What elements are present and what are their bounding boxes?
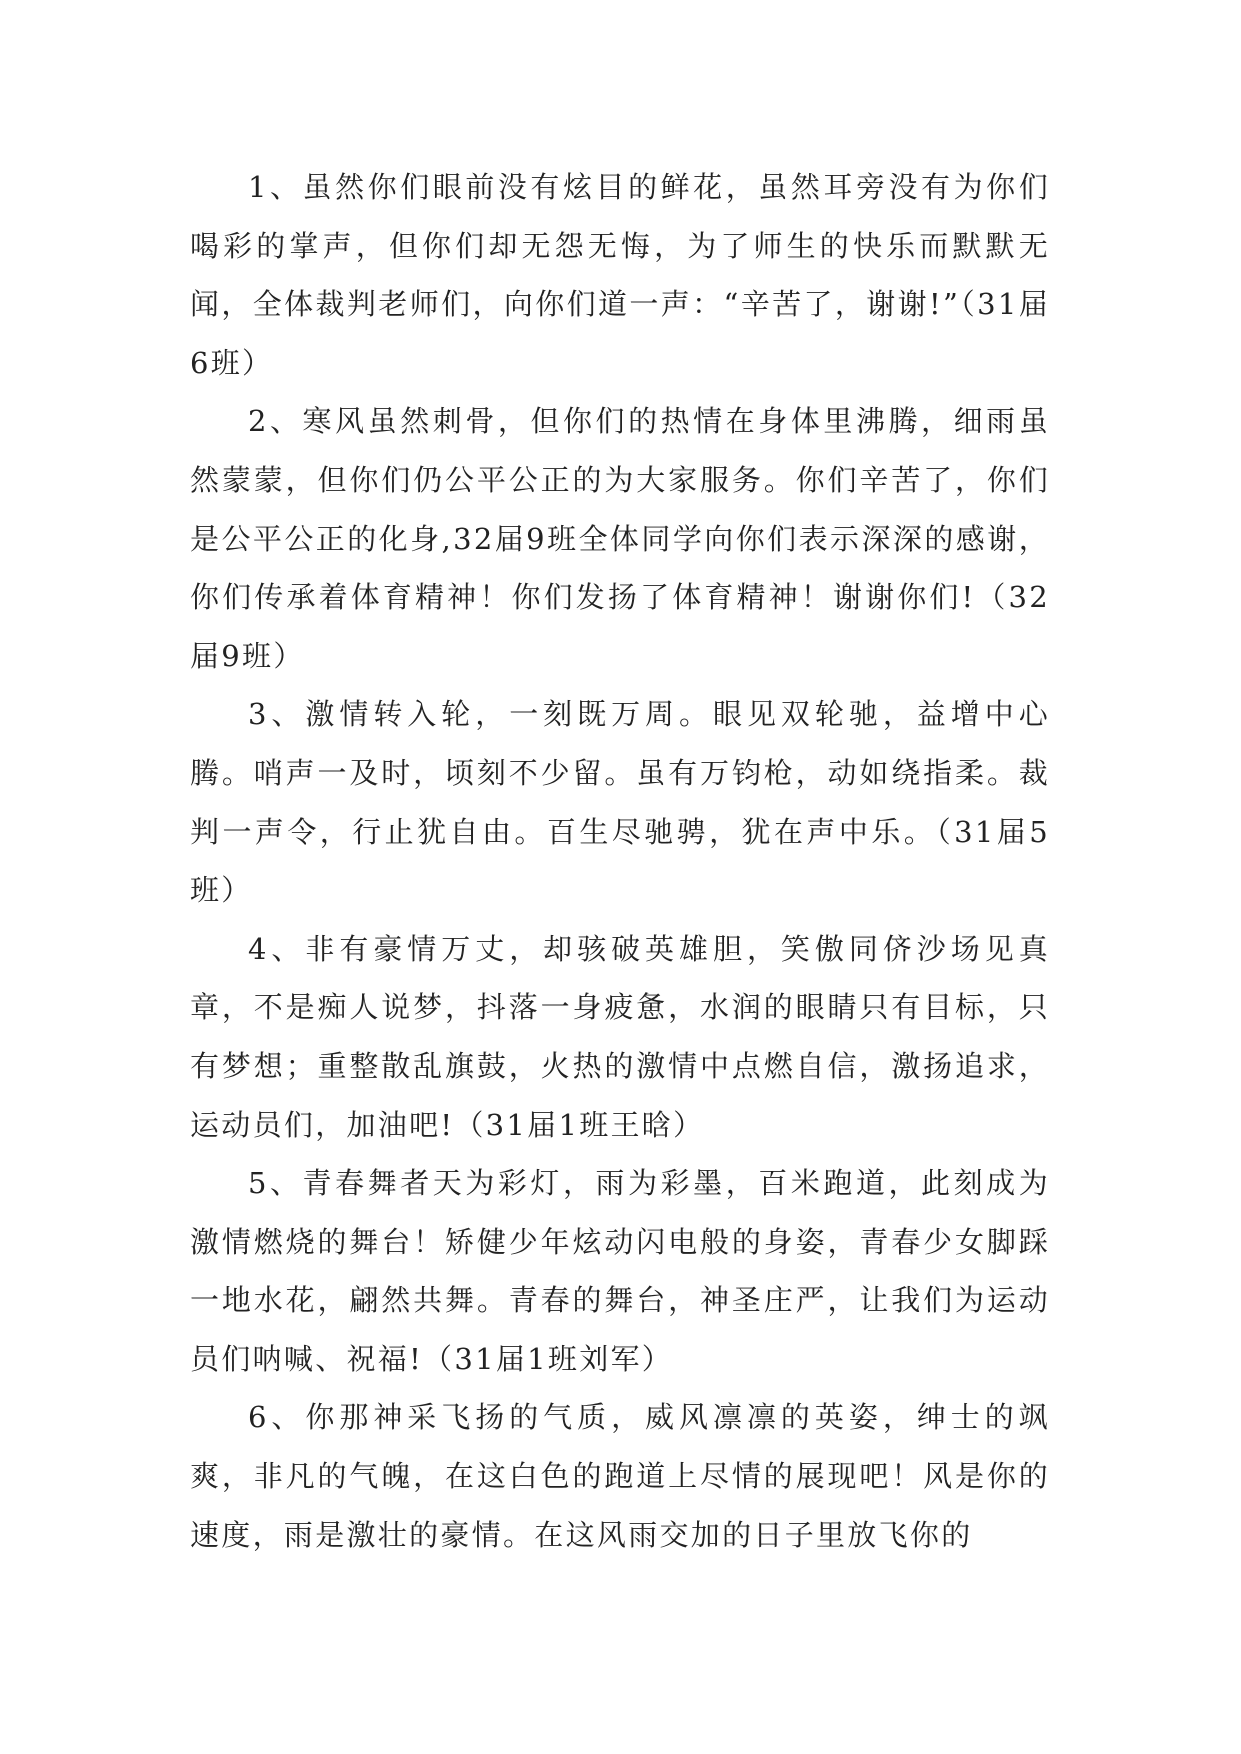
- paragraph-1: 1、虽然你们眼前没有炫目的鲜花，虽然耳旁没有为你们喝彩的掌声，但你们却无怨无悔，为了师生的快乐而默默无闻，全体裁判老师们，向你们道一声：“辛苦了，谢谢!”（31届6班）: [190, 170, 1050, 380]
- paragraph-6: 6、你那神采飞扬的气质，威风凛凛的英姿，绅士的飒爽，非凡的气魄，在这白色的跑道上尽情的展现吧！风是你的速度，雨是激壮的豪情。在这风雨交加的日子里放飞你的: [190, 1400, 1050, 1552]
- paragraph-4: 4、非有豪情万丈，却骇破英雄胆，笑傲同侪沙场见真章，不是痴人说梦，抖落一身疲惫，水润的眼睛只有目标，只有梦想；重整散乱旗鼓，火热的激情中点燃自信，激扬追求，运动员们，加油吧!（31届1班王晗）: [190, 931, 1050, 1142]
- paragraph-2: 2、寒风虽然刺骨，但你们的热情在身体里沸腾，细雨虽然蒙蒙，但你们仍公平公正的为大家服务。你们辛苦了，你们是公平公正的化身,32届9班全体同学向你们表示深深的感谢，你们传承着体育精神！你们发扬了体育精神！谢谢你们!（32届9班）: [190, 404, 1050, 673]
- paragraph-5: 5、青春舞者天为彩灯，雨为彩墨，百米跑道，此刻成为激情燃烧的舞台！矫健少年炫动闪电般的身姿，青春少女脚踩一地水花，翩然共舞。青春的舞台，神圣庄严，让我们为运动员们呐喊、祝福!（31届1班刘军）: [190, 1166, 1050, 1376]
- paragraph-3: 3、激情转入轮，一刻既万周。眼见双轮驰，益增中心腾。哨声一及时，顷刻不少留。虽有万钧枪，动如绕指柔。裁判一声令，行止犹自由。百生尽驰骋，犹在声中乐。（31届5班）: [190, 697, 1050, 908]
- document-body: [190, 158, 1050, 1564]
